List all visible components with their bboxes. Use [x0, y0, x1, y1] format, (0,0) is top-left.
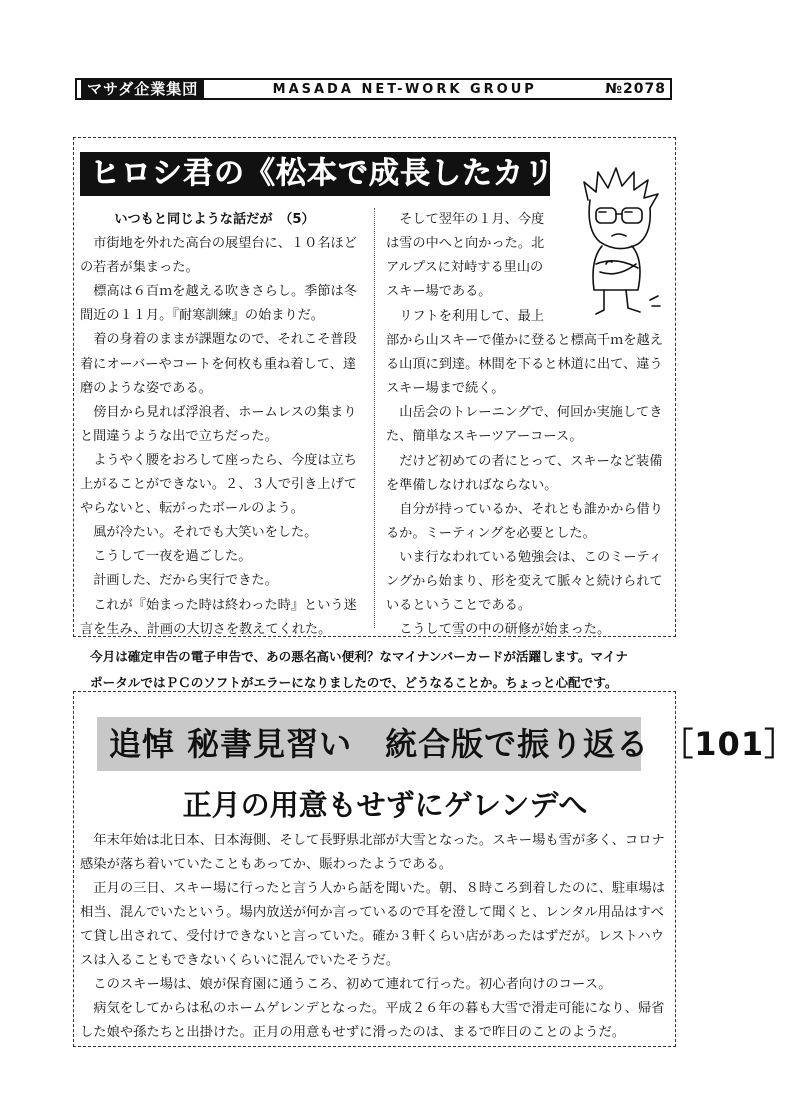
- paragraph-line: 上がることができない。２、３人で引き上げて: [80, 477, 357, 493]
- paragraph-line: スは入ることもできないくらいに混んでいたそうだ。: [80, 953, 400, 968]
- paragraph-line: は雪の中へと向かった。北: [386, 236, 545, 252]
- paragraph-line: 計画した、だから実行できた。: [93, 573, 278, 589]
- paragraph-line: 磨のような姿である。: [80, 380, 212, 396]
- paragraph-line: を準備しなければならない。: [386, 477, 558, 493]
- paragraph-line: 病気をしてからは私のホームゲレンデとなった。平成２６年の暮も大雪で滑走可能になり、帰省: [93, 1001, 665, 1016]
- paragraph-line: アルプスに対峙する里山の: [386, 260, 544, 276]
- paragraph-line: いま行なわれている勉強会は、このミーティ: [399, 549, 662, 565]
- paragraph-line: 傍目から見れば浮浪者、ホームレスの集まり: [93, 404, 357, 420]
- paragraph-line: スキー場まで続く。: [386, 381, 505, 397]
- paragraph-line: やらないと、転がったボールのよう。: [80, 501, 304, 517]
- paragraph-line: の若者が集まった。: [80, 260, 199, 276]
- paragraph-line: 市街地を外れた高台の展望台に、１０名ほど: [93, 236, 357, 252]
- paragraph-line: 間近の１１月。『耐寒訓練』の始まりだ。: [80, 308, 324, 324]
- article-2-heading: 正月の用意もせずにゲレンデへ: [182, 788, 588, 822]
- paragraph-line: る山頂に到達。林間を下ると林道に出て、違う: [386, 357, 663, 373]
- paragraph-line: るか。ミーティングを必要とした。: [386, 525, 596, 541]
- paragraph-line: 感染が落ち着いていたこともあってか、賑わったようである。: [80, 857, 453, 872]
- paragraph-line: 風が冷たい。それでも大笑いをした。: [93, 525, 318, 541]
- paragraph-line: 言を生み、計画の大切さを教えてくれた。: [80, 621, 332, 637]
- article-1-title: ヒロシ君の《松本で成長したカリスマ》: [80, 152, 550, 196]
- paragraph-line: 相当、混んでいたという。場内放送が何か言っているので耳を澄して聞くと、レンタル用品はすべ: [80, 905, 664, 920]
- paragraph-line: 着にオーバーやコートを何枚も重ね着して、達: [80, 356, 357, 372]
- paragraph-line: ングから始まり、形を変えて脈々と続けられて: [386, 574, 663, 590]
- paragraph-line: 年末年始は北日本、日本海側、そして長野県北部が大雪となった。スキー場も雪が多く、コロナ: [93, 833, 665, 848]
- paragraph-line: このスキー場は、娘が保育園に通うころ、初めて連れて行った。初心者向けのコース。: [93, 977, 612, 992]
- article-1-subtitle: いつもと同じような話だが （5）: [114, 212, 315, 227]
- paragraph-line: こうして雪の中の研修が始まった。: [399, 622, 611, 638]
- paragraph-line: ようやく腰をおろして座ったら、今度は立ち: [93, 452, 357, 468]
- notice-text: [90, 644, 680, 696]
- notice-line: ポータルではＰＣのソフトがエラーになりましたので、どうなることか。ちょっと心配です。: [90, 675, 618, 690]
- paragraph-line: 正月の三日、スキー場に行ったと言う人から話を聞いた。朝、８時ころ到着したのに、駐車場は: [93, 881, 666, 896]
- brand-name-ja: マサダ企業集団: [81, 80, 204, 98]
- issue-number: №2078: [605, 81, 666, 97]
- paragraph-line: 自分が持っているか、それとも誰かから借り: [399, 501, 663, 517]
- paragraph-line: 部から山スキーで僅かに登ると標高千ｍを越え: [386, 333, 663, 349]
- paragraph-line: だけど初めての者にとって、スキーなど装備: [399, 453, 663, 469]
- article-2-body: [80, 829, 670, 1045]
- notice-line: 今月は確定申告の電子申告で、あの悪名高い便利？なマイナンバーカードが活躍します。マイナ: [90, 649, 629, 664]
- paragraph-line: こうして一夜を過ごした。: [93, 549, 252, 565]
- paragraph-line: これが『始まった時は終わった時』という迷: [93, 597, 357, 613]
- column-divider: [374, 208, 375, 628]
- paragraph-line: 標高は６百ｍを越える吹きさらし。季節は冬: [93, 284, 357, 300]
- article-2-title: 追悼 秘書見習い 統合版で振り返る ［101］: [97, 717, 641, 771]
- paragraph-line: スキー場である。: [386, 284, 492, 300]
- article-1-right-column-top: [386, 208, 556, 304]
- cartoon-character-illustration: [566, 160, 671, 320]
- paragraph-line: そして翌年の１月、今度: [399, 212, 545, 227]
- paragraph-line: て貸し出されて、受付けできないと言っていた。確か３軒くらい店があったはずだが。レストハウ: [80, 929, 664, 944]
- article-1-left-column: [80, 208, 366, 642]
- newsletter-header: [75, 78, 672, 100]
- paragraph-line: いるということである。: [386, 598, 532, 614]
- paragraph-line: た、簡単なスキーツアーコース。: [386, 429, 583, 445]
- paragraph-line: と間違うような出で立ちだった。: [80, 428, 278, 444]
- paragraph-line: リフトを利用して、最上: [399, 309, 544, 324]
- paragraph-line: した娘や孫たちと出掛けた。正月の用意もせずに滑ったのは、まるで昨日のことのようだ。: [80, 1025, 626, 1040]
- paragraph-line: 山岳会のトレーニングで、何回か実施してき: [399, 405, 663, 421]
- paragraph-line: 着の身着のままが課題なので、それこそ普段: [93, 332, 357, 348]
- article-1-right-column: [386, 305, 672, 642]
- brand-name-en: MASADA NET-WORK GROUP: [272, 81, 537, 97]
